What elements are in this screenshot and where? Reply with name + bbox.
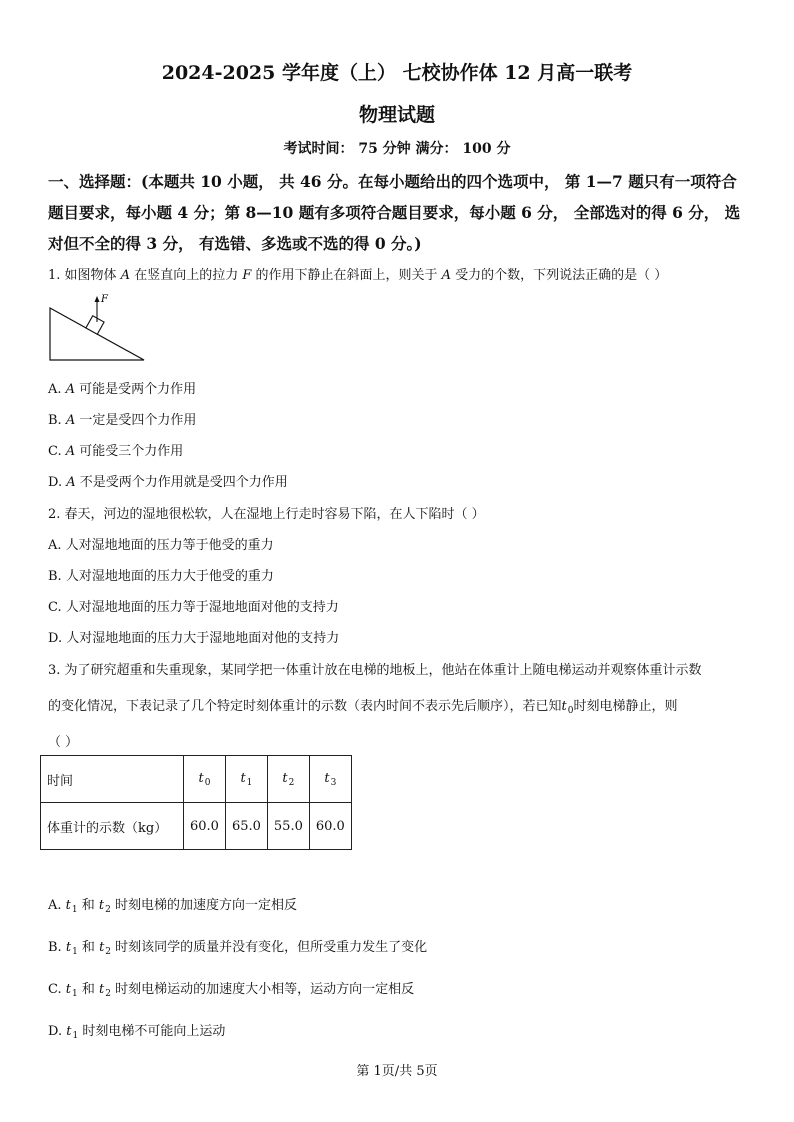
question-2-stem: 2. 春天，河边的湿地很松软，人在湿地上行走时容易下陷，在人下陷时（ ） xyxy=(48,507,485,522)
exam-title: 2024-2025 学年度（上） 七校协作体 12 月高一联考 xyxy=(161,62,633,84)
table-time-cell: $t_3$ xyxy=(309,756,351,803)
incline-figure xyxy=(44,292,148,364)
table-value-cell: 60.0 xyxy=(184,803,226,850)
question-1-option-b[interactable]: B. A 一定是受四个力作用 xyxy=(48,413,197,428)
block-a xyxy=(86,316,104,335)
question-3-option-a[interactable]: A. $t_1$ 和 $t_2$ 时刻电梯的加速度方向一定相反 xyxy=(48,898,297,915)
table-time-cell: $t_2$ xyxy=(267,756,309,803)
table-time-cell: $t_0$ xyxy=(184,756,226,803)
section-instructions-line-3: 对但不全的得 3 分， 有选错、多选或不选的得 0 分。) xyxy=(48,234,422,253)
question-2-option-d[interactable]: D. 人对湿地地面的压力大于湿地地面对他的支持力 xyxy=(48,631,340,646)
table-time-cell: $t_1$ xyxy=(225,756,267,803)
question-3-option-b[interactable]: B. $t_1$ 和 $t_2$ 时刻该同学的质量并没有变化，但所受重力发生了变化 xyxy=(48,940,428,957)
section-instructions-line-2: 题目要求，每小题 4 分；第 8—10 题有多项符合题目要求，每小题 6 分， 全部选对的得 6 分， 选 xyxy=(48,203,741,222)
section-instructions-line-1: 一、选择题：(本题共 10 小题， 共 46 分。在每小题给出的四个选项中， 第 1—7 题只有一项符合 xyxy=(48,172,737,191)
question-3-option-c[interactable]: C. $t_1$ 和 $t_2$ 时刻电梯运动的加速度大小相等，运动方向一定相反 xyxy=(48,982,415,999)
question-2-option-b[interactable]: B. 人对湿地地面的压力大于他受的重力 xyxy=(48,569,274,584)
table-header-reading: 体重计的示数（kg） xyxy=(41,803,184,850)
question-2-option-c[interactable]: C. 人对湿地地面的压力等于湿地地面对他的支持力 xyxy=(48,600,339,615)
table-row-reading xyxy=(41,803,352,850)
exam-info: 考试时间： 75 分钟 满分： 100 分 xyxy=(283,141,511,157)
question-3-stem-line-3: （ ） xyxy=(48,735,79,750)
question-1-option-a[interactable]: A. A 可能是受两个力作用 xyxy=(48,382,197,397)
question-3-stem-line-2: 的变化情况，下表记录了几个特定时刻体重计的示数（表内时间不表示先后顺序），若已知$t_0$时刻电梯静止，则 xyxy=(48,699,678,716)
force-arrow-head xyxy=(95,296,100,302)
table-value-cell: 55.0 xyxy=(267,803,309,850)
question-1-stem: 1. 如图物体 A 在竖直向上的拉力 F 的作用下静止在斜面上，则关于 A 受力的个数，下列说法正确的是（ ） xyxy=(48,268,668,283)
table-value-cell: 65.0 xyxy=(225,803,267,850)
force-label: F xyxy=(101,294,108,305)
question-2-option-a[interactable]: A. 人对湿地地面的压力等于他受的重力 xyxy=(48,538,274,553)
question-1-option-c[interactable]: C. A 可能受三个力作用 xyxy=(48,444,184,459)
subject-title: 物理试题 xyxy=(358,104,435,126)
question-1-option-d[interactable]: D. A 不是受两个力作用就是受四个力作用 xyxy=(48,475,288,490)
question-3-stem-line-1: 3. 为了研究超重和失重现象，某同学把一体重计放在电梯的地板上，他站在体重计上随电梯运动并观察体重计示数 xyxy=(48,663,702,678)
table-value-cell: 60.0 xyxy=(309,803,351,850)
weight-reading-table xyxy=(40,755,352,850)
table-row-time xyxy=(41,756,352,803)
question-3-option-d[interactable]: D. $t_1$ 时刻电梯不可能向上运动 xyxy=(48,1024,226,1041)
table-header-time: 时间 xyxy=(41,756,184,803)
page-number: 第 1页/共 5页 xyxy=(356,1064,438,1079)
